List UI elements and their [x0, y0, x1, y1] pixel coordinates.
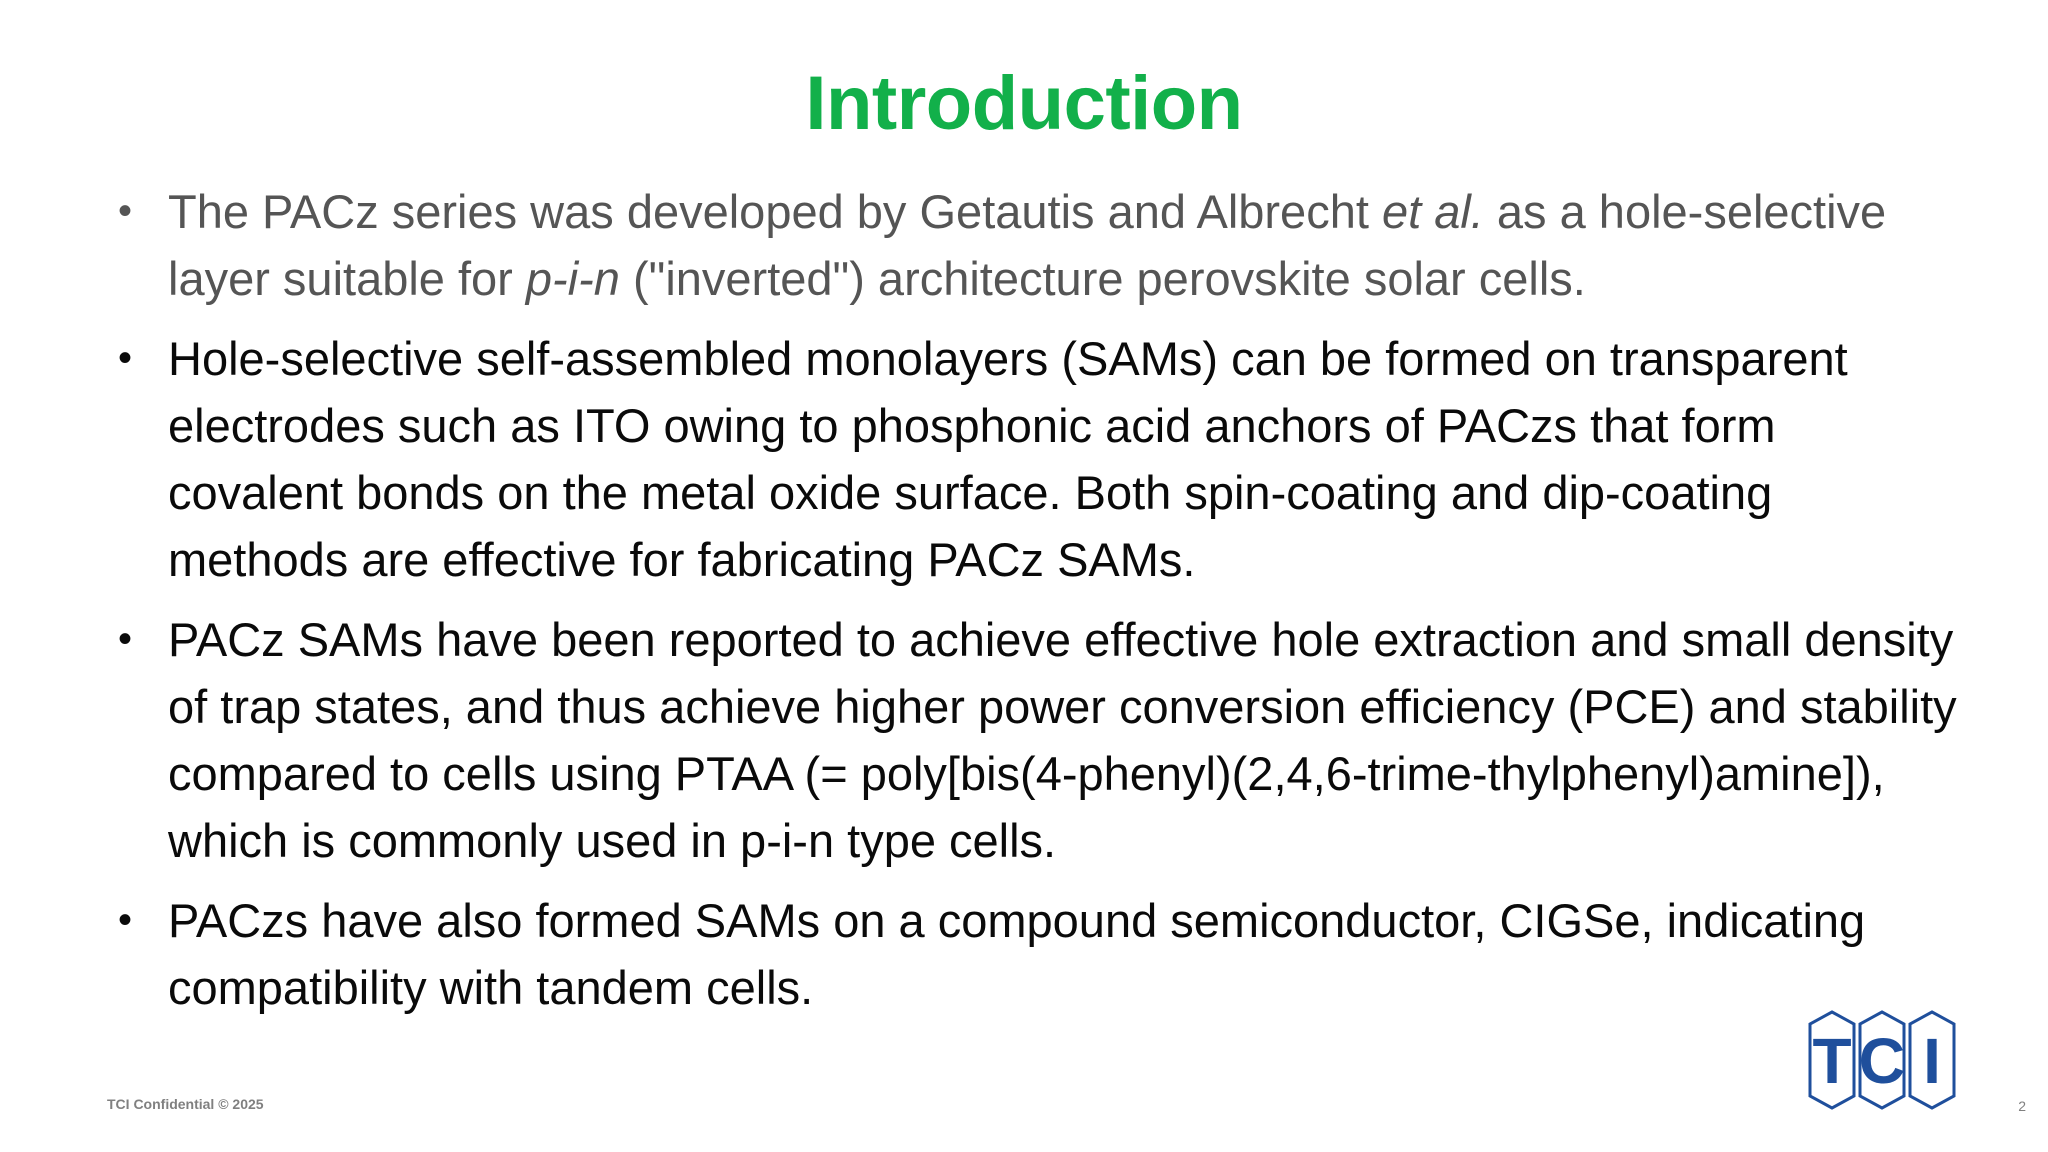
bullet-symbol: •	[118, 189, 133, 233]
bullet-text-part: as a hole-selective layer suitable for	[168, 185, 1887, 305]
bullet-list	[118, 178, 1958, 1034]
bullet-text: PACz SAMs have been reported to achieve effective hole extraction and small density of trap states, and thus achieve higher power conversion efficiency (PCE) and stability compared to cells using PTAA (= poly[bis(4-phenyl)(2,4,6-trime-thylphenyl)amine]), which is commonly used in p-i-n type cells.	[168, 613, 1957, 867]
bullet-item	[118, 606, 1958, 874]
logo-letter: T	[1812, 1025, 1852, 1097]
bullet-text-italic: p-i-n	[525, 252, 620, 305]
slide-title: Introduction	[805, 61, 1243, 146]
logo-letter: I	[1923, 1025, 1941, 1097]
logo-letter: C	[1858, 1025, 1906, 1097]
bullet-text-italic: et al.	[1381, 185, 1484, 238]
tci-logo-icon	[1806, 1010, 1958, 1110]
bullet-text: PACzs have also formed SAMs on a compound semiconductor, CIGSe, indicating compatibility with tandem cells.	[168, 894, 1866, 1014]
bullet-item	[118, 325, 1958, 593]
bullet-item	[118, 887, 1958, 1021]
bullet-text-part: The PACz series was developed by Getautis and Albrecht	[168, 185, 1382, 238]
page-number: 2	[2018, 1098, 2026, 1114]
bullet-symbol: •	[118, 617, 133, 661]
bullet-symbol: •	[118, 898, 133, 942]
bullet-symbol: •	[118, 336, 133, 380]
footer-confidential: TCI Confidential © 2025	[107, 1096, 264, 1112]
bullet-text: Hole-selective self-assembled monolayers (SAMs) can be formed on transparent electrodes such as ITO owing to phosphonic acid anchors of PACzs that form covalent bonds on the metal oxide surface. Both spin-coating and dip-coating methods are effective for fabricating PACz SAMs.	[168, 332, 1848, 586]
bullet-text-part: ("inverted") architecture perovskite solar cells.	[619, 252, 1586, 305]
bullet-text	[168, 185, 1886, 305]
bullet-item	[118, 178, 1958, 312]
